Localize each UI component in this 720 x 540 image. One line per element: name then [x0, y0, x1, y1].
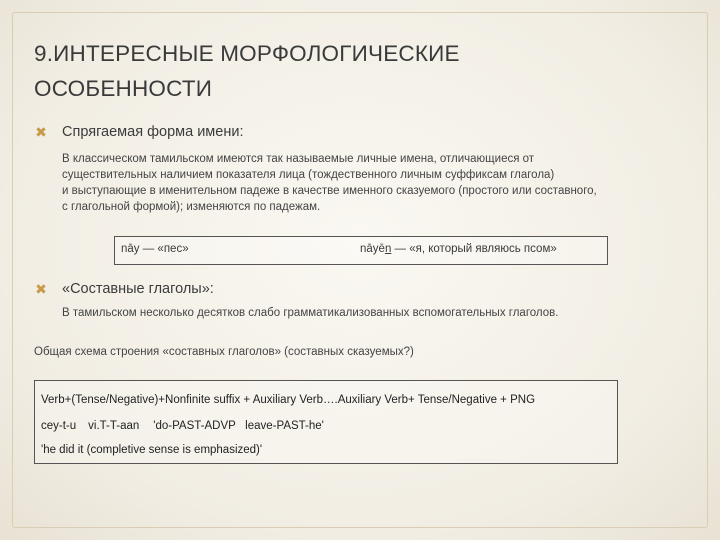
scheme-intro: Общая схема строения «составных глаголов» (составных сказуемых?): [34, 346, 414, 358]
example-left: nāy — «пес»: [121, 243, 189, 255]
example-gloss: 'do-PAST-ADVP leave-PAST-he': [153, 420, 324, 432]
example-right-gloss: — «я, который являюсь псом»: [391, 243, 557, 255]
scheme-formula: Verb+(Tense/Negative)+Nonfinite suffix + Auxiliary Verb….Auxiliary Verb+ Tense/Negative + PNG: [41, 394, 536, 406]
paragraph-line: и выступающие в именительном падеже в качестве именного сказуемого (простого или составного,: [62, 185, 597, 197]
section-1-paragraph: [62, 151, 702, 215]
scheme-translation: 'he did it (completive sense is emphasized)': [41, 444, 263, 456]
example-right-suffix: n: [384, 243, 392, 255]
x-mark-bullet-icon: ✖: [35, 124, 47, 140]
scheme-box: [34, 380, 618, 464]
section-2-heading: «Составные глаголы»:: [62, 281, 214, 297]
paragraph-line: с глагольной формой); изменяются по падежам.: [62, 201, 321, 213]
example-word-1: cey-t-u: [41, 420, 77, 432]
paragraph-line: существительных наличием показателя лица (тождественного личным суффиксам глагола): [62, 169, 555, 181]
slide-title: [34, 36, 654, 106]
example-box: [114, 236, 608, 265]
example-word-2: vi.T-T-aan: [88, 420, 140, 432]
example-right: [360, 243, 557, 255]
title-line-2: ОСОБЕННОСТИ: [34, 76, 213, 101]
title-line-1: 9.ИНТЕРЕСНЫЕ МОРФОЛОГИЧЕСКИЕ: [34, 41, 460, 66]
example-right-base: nāyē: [360, 243, 385, 255]
x-mark-bullet-icon: ✖: [35, 281, 47, 297]
section-2-paragraph: В тамильском несколько десятков слабо грамматикализованных вспомогательных глаголов.: [62, 307, 559, 319]
paragraph-line: В классическом тамильском имеются так называемые личные имена, отличающиеся от: [62, 153, 535, 165]
section-1-heading: Спрягаемая форма имени:: [62, 124, 244, 140]
scheme-example: [41, 420, 324, 432]
